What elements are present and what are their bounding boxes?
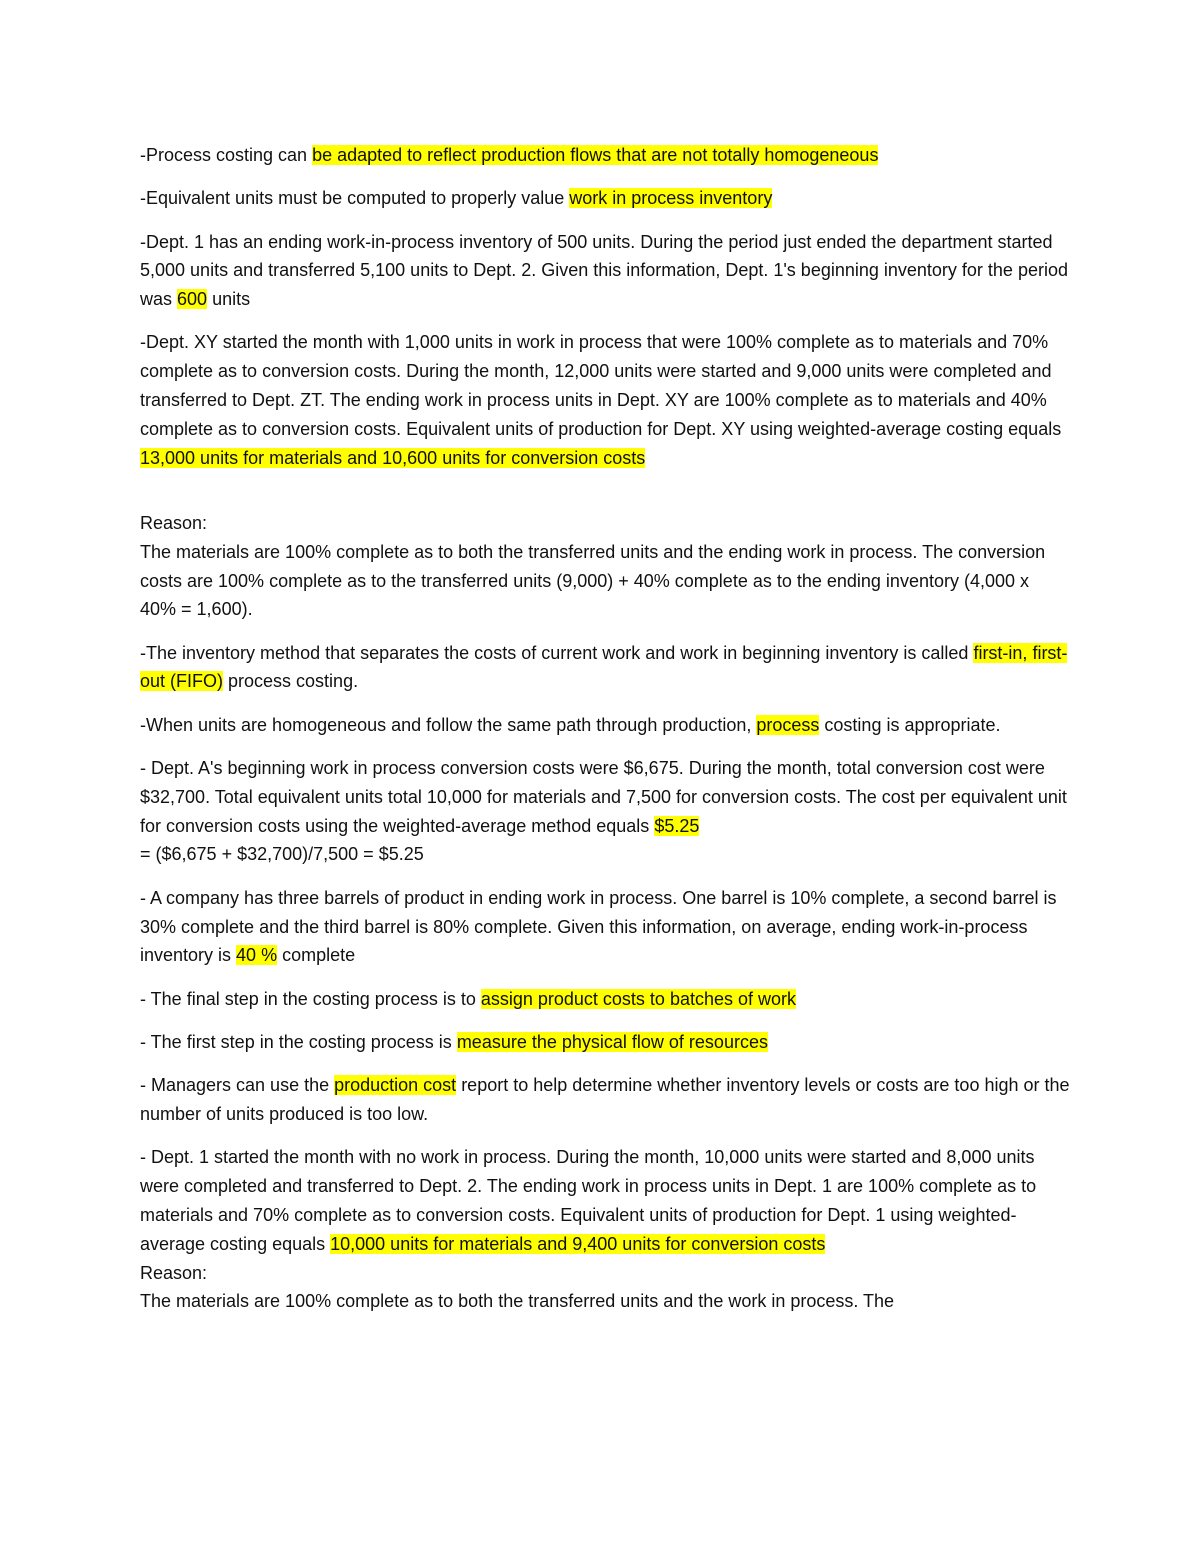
paragraph bbox=[140, 1071, 1070, 1129]
paragraph bbox=[140, 754, 1070, 869]
highlighted-answer: $5.25 bbox=[654, 815, 700, 836]
text-run: -Equivalent units must be computed to properly value bbox=[140, 188, 570, 209]
text-run: Reason: bbox=[140, 512, 208, 533]
paragraph bbox=[140, 141, 1070, 170]
text-run: - Dept. A's beginning work in process conversion costs were $6,675. During the month, total conversion cost were $32,700. Total equivalent units total 10,000 for materials and 7,500 for conversion costs. The cost per equivalent unit for conversion costs using the weighted-average method equals bbox=[140, 758, 1067, 836]
paragraph bbox=[140, 639, 1070, 697]
text-run: - The first step in the costing process is bbox=[140, 1031, 457, 1052]
highlighted-answer: be adapted to reflect production flows that are not totally homogeneous bbox=[312, 145, 879, 165]
highlighted-answer: 10,000 units for materials and 9,400 units for conversion costs bbox=[330, 1233, 826, 1254]
highlighted-answer: 40 % bbox=[236, 945, 278, 966]
highlighted-answer: production cost bbox=[334, 1075, 457, 1096]
highlighted-answer: 13,000 units for materials and 10,600 units for conversion costs bbox=[140, 447, 646, 468]
highlighted-answer: work in process inventory bbox=[569, 188, 773, 209]
text-run: -The inventory method that separates the costs of current work and work in beginning inventory is called bbox=[140, 642, 974, 663]
text-run: Reason: bbox=[140, 1262, 208, 1283]
highlighted-answer: 600 bbox=[177, 289, 208, 310]
paragraph bbox=[140, 184, 1070, 213]
paragraph bbox=[140, 509, 1070, 538]
text-run: -Dept. XY started the month with 1,000 units in work in process that were 100% complete as to materials and 70% complete as to conversion costs. During the month, 12,000 units were started and 9,000 units were completed and transferred to Dept. ZT. The ending work in process units in Dept. XY are 100% complete as to materials and 40% complete as to conversion costs. Equivalent units of production for Dept. XY using weighted-average costing equals bbox=[140, 332, 1062, 439]
paragraph bbox=[140, 884, 1070, 970]
text-run: complete bbox=[277, 945, 356, 966]
text-run: = ($6,675 + $32,700)/7,500 = $5.25 bbox=[140, 844, 424, 865]
text-run: report to help determine whether inventory levels or costs are too high or the number of units produced is too low. bbox=[140, 1075, 1070, 1125]
text-run: -When units are homogeneous and follow the same path through production, bbox=[140, 714, 757, 735]
paragraph bbox=[140, 711, 1070, 740]
paragraph bbox=[140, 1259, 1070, 1288]
document-page bbox=[140, 141, 1070, 1316]
paragraph bbox=[140, 1143, 1070, 1258]
highlighted-answer: first-in, first-out (FIFO) bbox=[140, 642, 1068, 692]
text-run: units bbox=[207, 289, 251, 310]
paragraph bbox=[140, 1028, 1070, 1057]
text-run: - A company has three barrels of product in ending work in process. One barrel is 10% complete, a second barrel is 30% complete and the third barrel is 80% complete. Given this information, on average, ending work-in-process inventory is bbox=[140, 887, 1057, 966]
text-run: - The final step in the costing process is to bbox=[140, 988, 481, 1009]
text-run: - Managers can use the bbox=[140, 1075, 335, 1096]
highlighted-answer: process bbox=[756, 714, 820, 735]
text-run: -Process costing can bbox=[140, 145, 313, 165]
highlighted-answer: measure the physical flow of resources bbox=[456, 1031, 768, 1052]
text-run: The materials are 100% complete as to both the transferred units and the work in process. The bbox=[140, 1291, 895, 1312]
paragraph bbox=[140, 538, 1070, 624]
text-run: -Dept. 1 has an ending work-in-process inventory of 500 units. During the period just ended the department started 5,000 units and transferred 5,100 units to Dept. 2. Given this information, Dept. 1's beginning inventory for the period was bbox=[140, 231, 1068, 310]
paragraph bbox=[140, 228, 1070, 314]
text-run: - Dept. 1 started the month with no work in process. During the month, 10,000 units were started and 8,000 units were completed and transferred to Dept. 2. The ending work in process units in Dept. 1 are 100% complete as to materials and 70% complete as to conversion costs. Equivalent units of production for Dept. 1 using weighted-average costing equals bbox=[140, 1147, 1037, 1254]
text-run: The materials are 100% complete as to both the transferred units and the ending work in process. The conversion costs are 100% complete as to the transferred units (9,000) + 40% complete as to the ending inventory (4,000 x 40% = 1,600). bbox=[140, 541, 1046, 620]
paragraph bbox=[140, 328, 1070, 472]
highlighted-answer: assign product costs to batches of work bbox=[480, 988, 797, 1009]
text-run: process costing. bbox=[223, 671, 359, 692]
text-run: costing is appropriate. bbox=[819, 714, 1001, 735]
paragraph bbox=[140, 985, 1070, 1014]
paragraph bbox=[140, 1287, 1070, 1316]
paragraph-spacer bbox=[140, 487, 1070, 509]
